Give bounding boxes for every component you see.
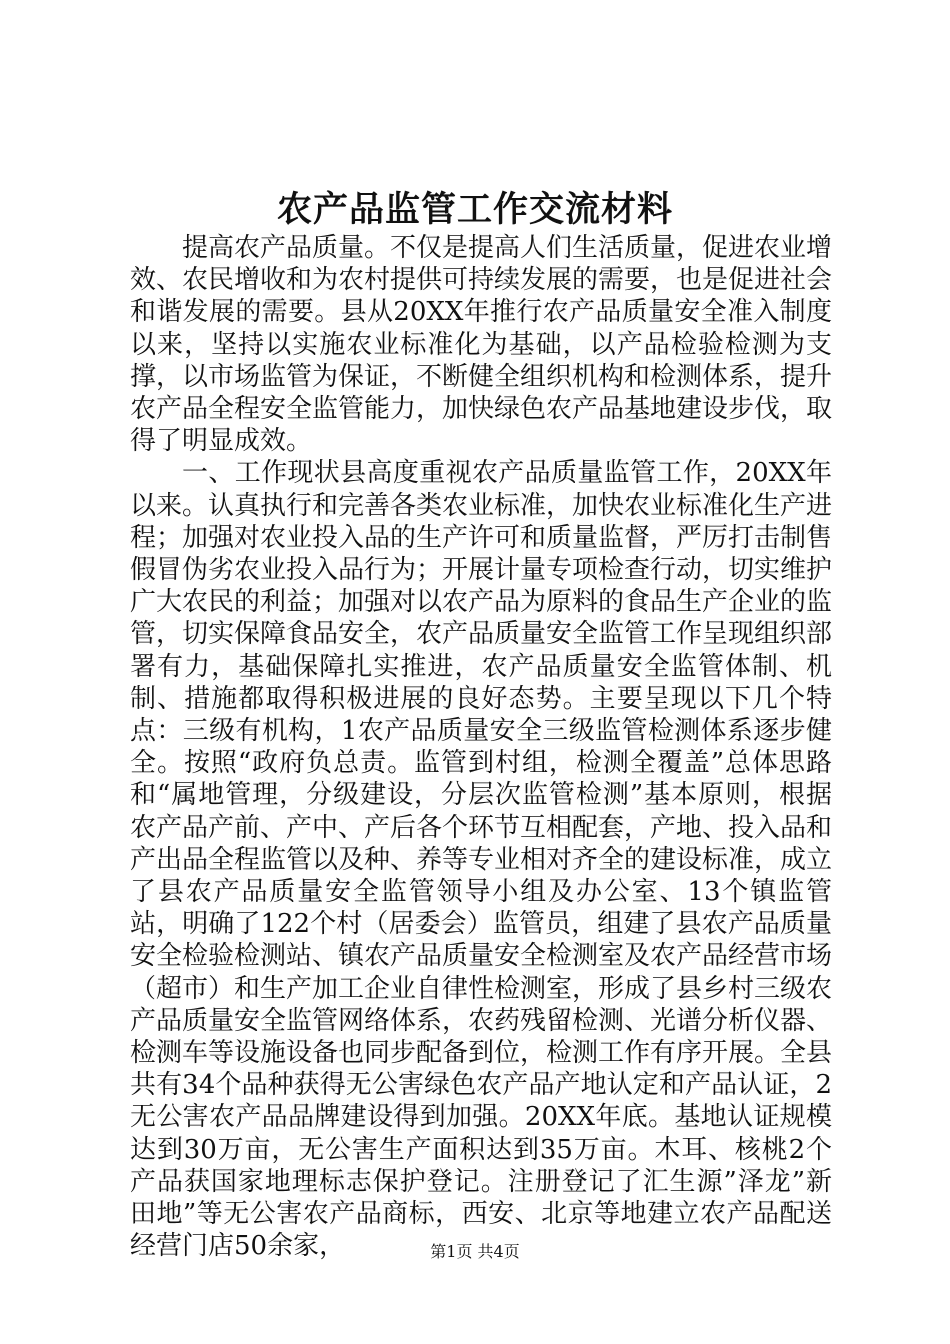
document-title: 农产品监管工作交流材料 [276, 189, 673, 230]
page-footer: 第1页 共4页 [430, 1242, 520, 1261]
paragraph-work-status: 一、工作现状县高度重视农产品质量监管工作，20XX年以来。认真执行和完善各类农业标准，加快农业标准化生产进程；加强对农业投入品的生产许可和质量监督，严厉打击制售假冒伪劣农业投入品行为；开展计量专项检查行动，切实维护广大农民的利益；加强对以农产品为原料的食品生产企业的监管，切实保障食品安全，农产品质量安全监管工作呈现组织部署有力，基础保障扎实推进，农产品质量安全监管体制、机制、措施都取得积极进展的良好态势。主要呈现以下几个特点：三级有机构，1农产品质量安全三级监管检测体系逐步健全。按照“政府负总责。监管到村组，检测全覆盖”总体思路和“属地管理，分级建设，分层次监管检测”基本原则，根据农产品产前、产中、产后各个环节互相配套，产地、投入品和产出品全程监管以及种、养等专业相对齐全的建设标准，成立了县农产品质量安全监管领导小组及办公室、13个镇监管站，明确了122个村（居委会）监管员，组建了县农产品质量安全检验检测站、镇农产品质量安全检测室及农产品经营市场（超市）和生产加工企业自律性检测室，形成了县乡村三级农产品质量安全监管网络体系，农药残留检测、光谱分析仪器、检测车等设施设备也同步配备到位，检测工作有序开展。全县共有34个品种获得无公害绿色农产品产地认定和产品认证，2无公害农产品品牌建设得到加强。20XX年底。基地认证规模达到30万亩，无公害生产面积达到35万亩。木耳、核桃2个产品获国家地理标志保护登记。注册登记了汇生源”泽龙”新田地”等无公害农产品商标，西安、北京等地建立农产品配送经营门店50余家， [130, 458, 833, 1262]
paragraph-intro: 提高农产品质量。不仅是提高人们生活质量，促进农业增效、农民增收和为农村提供可持续发展的需要，也是促进社会和谐发展的需要。县从20XX年推行农产品质量安全准入制度以来，坚持以实施农业标准化为基础，以产品检验检测为支撑，以市场监管为保证，不断健全组织机构和检测体系，提升农产品全程安全监管能力，加快绿色农产品基地建设步伐，取得了明显成效。 [130, 233, 833, 457]
document-body [130, 232, 832, 1263]
